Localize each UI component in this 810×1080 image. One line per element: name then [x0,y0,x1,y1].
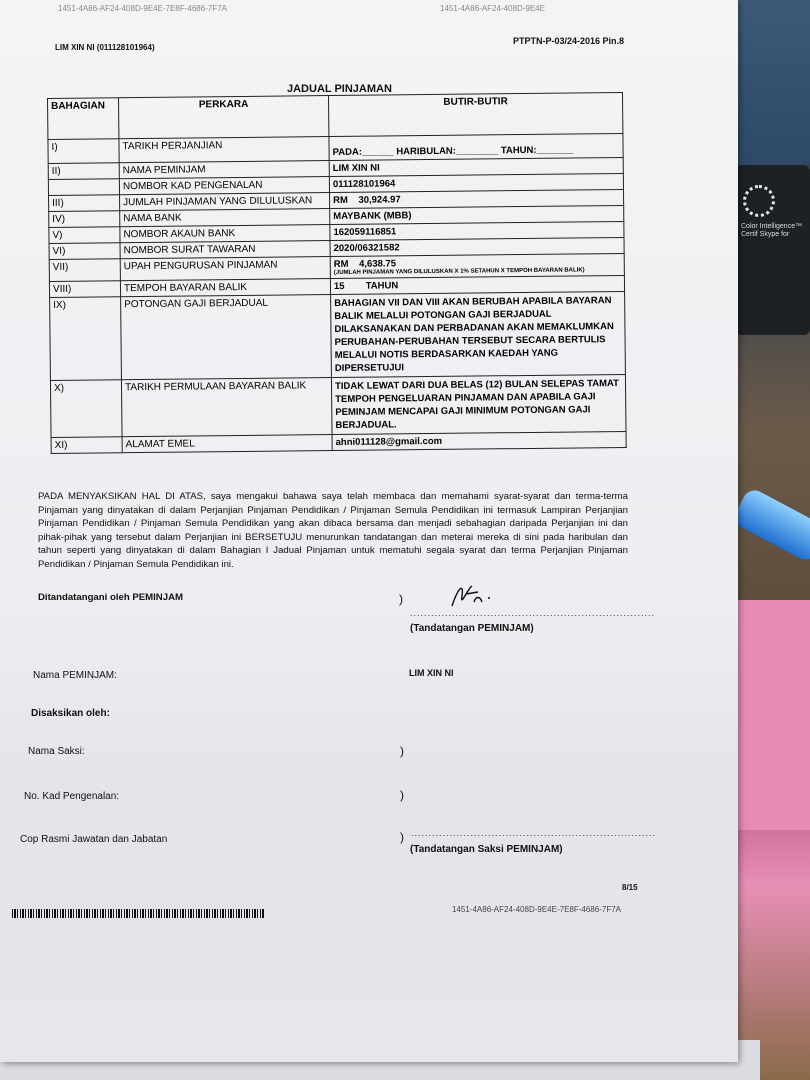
borrower-header: LIM XIN NI (011128101964) [55,43,155,52]
document-uid-top-right: 1451-4A86-AF24-408D-9E4E [440,4,545,13]
witnessed-by-label: Disaksikan oleh: [31,708,110,719]
row-section: VIII) [49,281,120,298]
row-section: IX) [50,297,122,381]
document-uid-footer: 1451-4A86-AF24-408D-9E4E-7E8F-4686-7F7A [452,905,621,914]
row-section [48,179,119,196]
row-section: XI) [51,437,122,454]
row-section: III) [49,195,120,212]
row-item: NAMA BANK [120,209,330,227]
signature-paren: ) [399,592,403,606]
row-value: RM 4,638.75 [333,258,397,271]
row-item: POTONGAN GAJI BERJADUAL [121,295,332,380]
row-item: NOMBOR AKAUN BANK [120,225,330,243]
row-section: X) [50,380,122,438]
row-item: TARIKH PERJANJIAN [119,137,329,163]
header-section: BAHAGIAN [48,98,119,140]
table-row [50,374,626,437]
witness-sig-paren: ) [400,830,404,844]
row-section: V) [49,227,120,244]
borrower-name-value: LIM XIN NI [409,668,454,678]
table-row [50,291,626,380]
witness-ic-paren: ) [400,788,404,802]
stamp-label: Cop Rasmi Jawatan dan Jabatan [20,834,168,845]
table-header-row [48,92,623,139]
row-value-cell [330,253,624,278]
witness-signature-label: (Tandatangan Saksi PEMINJAM) [410,844,563,855]
row-item: JUMLAH PINJAMAN YANG DILULUSKAN [120,193,330,211]
row-value: 011128101964 [329,173,623,192]
barcode-icon [12,909,264,918]
witness-name-label: Nama Saksi: [28,746,85,757]
row-value: TIDAK LEWAT DARI DUA BELAS (12) BULAN SELEPAS TAMAT TEMPOH PENGELUARAN PINJAMAN DAN APABILA GAJI PEMINJAM MENCAPAI GAJI MINIMUM POTONGAN GAJI BERJADUAL. [331,374,626,434]
borrower-signature-line: ...................................................................... [410,608,656,618]
borrower-name-label: Nama PEMINJAM: [33,670,117,681]
color-intelligence-logo-icon [743,185,775,217]
row-value: PADA:______ HARIBULAN:________ TAHUN:_______ [329,133,623,160]
witness-ic-label: No. Kad Pengenalan: [24,791,120,802]
page-number: 8/15 [622,883,638,892]
reference-number: PTPTN-P-03/24-2016 Pin.8 [513,36,625,46]
row-section: II) [48,163,119,180]
row-value: ahni011128@gmail.com [332,431,626,450]
witness-name-paren: ) [400,744,404,758]
row-value: BAHAGIAN VII DAN VIII AKAN BERUBAH APABILA BAYARAN BALIK MELALUI POTONGAN GAJI BERJADUAL DILAKSANAKAN DAN PERBADANAN AKAN MEMAKLUMKAN PERUBAHAN-PERUBAHAN TERSEBUT SECARA BERTULIS MELALUI NOTIS BERDASARKAN KAEDAH YANG DIPERSETUJUI [331,291,626,377]
witness-signature-line: ...................................................................... [411,828,657,838]
row-item: TEMPOH BAYARAN BALIK [120,279,330,297]
row-value: 15 TAHUN [330,275,624,294]
borrower-signature-label: (Tandatangan PEMINJAM) [410,623,534,634]
row-note: (JUMLAH PINJAMAN YANG DILULUSKAN X 1% SETAHUN X TEMPOH BAYARAN BALIK) [333,267,585,277]
background-pink-folder [735,600,810,830]
row-item: NOMBOR KAD PENGENALAN [119,177,329,195]
row-section: I) [48,139,119,164]
row-item: TARIKH PERMULAAN BAYARAN BALIK [121,378,332,437]
row-item: NAMA PEMINJAM [119,161,329,179]
device-label: Color Intelligence™ Certif Skype for [741,223,803,238]
row-value: LIM XIN NI [329,157,623,176]
document-title: JADUAL PINJAMAN [287,83,392,95]
row-value: 162059116851 [330,221,624,240]
row-section: VII) [49,259,120,282]
row-value: RM 30,924.97 [330,189,624,208]
row-item: UPAH PENGURUSAN PINJAMAN [120,257,330,281]
declaration-paragraph: PADA MENYAKSIKAN HAL DI ATAS, saya mengakui bahawa saya telah membaca dan memahami syarat-syarat dan terma-terma Pinjaman yang dinyatakan di dalam Perjanjian Pinjaman Pendidikan / Pinjaman Semula Pendidikan ini termasuk Lampiran Perjanjian Pinjaman Pendidikan / Pinjaman Semula Pendidikan yang akan dibaca bersama dan menjadi sebahagian daripada Perjanjian ini dan pihak-pihak yang tersebut dalam Perjanjian ini BERSETUJU menurunkan tandatangan dan meterai mereka di sini pada haribulan dan tahun seperti yang dinyatakan di dalam Bahagian I Jadual Pinjaman untuk mematuhi segala syarat dan terma Perjanjian Pinjaman Pendidikan / Pinjaman Semula Pendidikan ini. [38,491,628,570]
row-value: MAYBANK (MBB) [330,205,624,224]
background-device [735,165,810,335]
signed-by-label: Ditandatangani oleh PEMINJAM [38,592,183,603]
document-uid-top: 1451-4A86-AF24-408D-9E4E-7E8F-4686-7F7A [58,4,227,13]
header-details: BUTIR-BUTIR [328,92,622,136]
row-item: ALAMAT EMEL [122,435,332,453]
row-section: IV) [49,211,120,228]
header-item: PERKARA [119,96,329,139]
row-value: 2020/06321582 [330,237,624,256]
row-section: VI) [49,243,120,260]
loan-schedule-table [47,92,627,454]
row-item: NOMBOR SURAT TAWARAN [120,241,330,259]
